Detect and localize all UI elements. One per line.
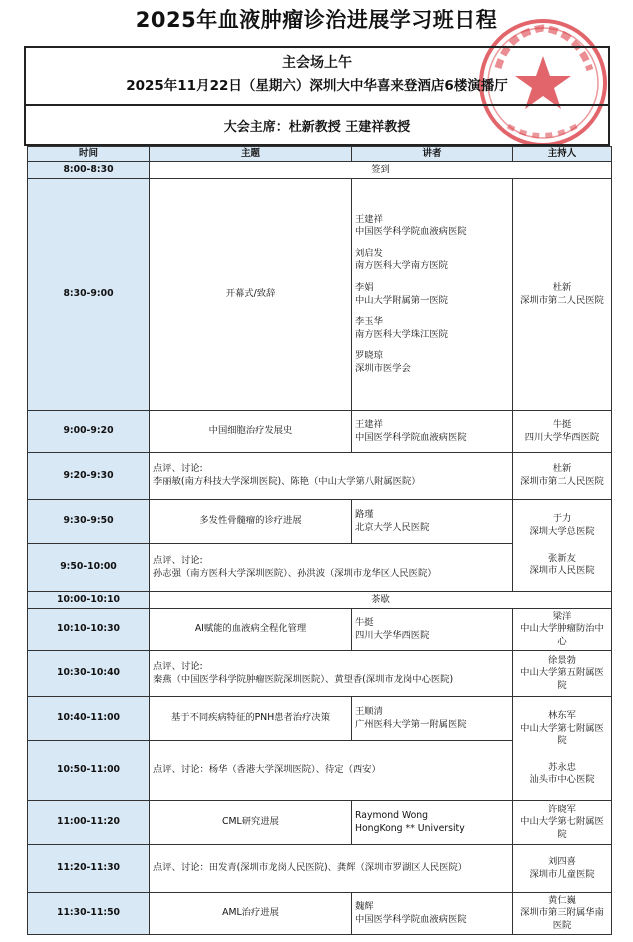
row-time: 9:30-9:50 xyxy=(28,500,150,544)
row-discussion xyxy=(150,453,513,500)
table-row xyxy=(28,411,612,453)
host-name: 杜新 xyxy=(552,463,572,475)
host-org: 深圳市第三附属华南医院 xyxy=(520,907,604,931)
speaker-org: 四川大学华西医院 xyxy=(355,629,430,641)
row-topic: AML治疗进展 xyxy=(150,893,352,935)
speaker-org: 中国医学科学院血液病医院 xyxy=(355,913,467,925)
host-name: 杜新 xyxy=(552,281,572,293)
host-org: 四川大学华西医院 xyxy=(524,431,600,443)
discussion-label: 点评、讨论: xyxy=(153,660,203,672)
row-host xyxy=(513,179,612,411)
speaker-name: 路瑾 xyxy=(355,508,374,520)
row-speaker xyxy=(352,500,513,544)
row-time: 10:00-10:10 xyxy=(28,592,150,609)
row-host xyxy=(513,845,612,893)
row-speaker xyxy=(352,801,513,845)
table-row xyxy=(28,651,612,697)
row-speaker xyxy=(352,411,513,453)
host-name: 黄仁巍 xyxy=(548,894,576,906)
speaker-name: 罗晓琼 xyxy=(355,350,383,362)
table-row xyxy=(28,453,612,500)
row-host xyxy=(513,411,612,453)
row-time: 11:20-11:30 xyxy=(28,845,150,893)
row-topic: 中国细胞治疗发展史 xyxy=(150,411,352,453)
session-header xyxy=(24,46,610,146)
row-topic: 签到 xyxy=(150,162,612,179)
row-topic: 开幕式/致辞 xyxy=(150,179,352,411)
row-host xyxy=(513,801,612,845)
row-host xyxy=(513,697,612,801)
speaker-org: 广州医科大学第一附属医院 xyxy=(355,718,467,730)
col-time: 时间 xyxy=(28,147,150,162)
host-org: 中山大学第七附属医院 xyxy=(520,722,604,747)
host-org: 深圳市儿童医院 xyxy=(529,868,595,880)
col-speaker: 讲者 xyxy=(352,147,513,162)
host-name: 刘四喜 xyxy=(548,855,576,867)
row-time: 9:50-10:00 xyxy=(28,544,150,592)
table-header xyxy=(28,147,612,162)
row-topic: 茶歇 xyxy=(150,592,612,609)
table-row xyxy=(28,697,612,741)
host-org: 中山大学第五附属医院 xyxy=(520,667,604,691)
table-row xyxy=(28,845,612,893)
row-topic: 多发性骨髓瘤的诊疗进展 xyxy=(150,500,352,544)
host-org: 中山大学肿瘤防治中心 xyxy=(520,623,604,647)
discussion-names: 李丽敏(南方科技大学深圳医院)、陈艳（中山大学第八附属医院） xyxy=(153,476,421,487)
divider xyxy=(26,104,608,106)
speaker-org: 中国医学科学院血液病医院 xyxy=(355,431,467,443)
speaker-org: 北京大学人民医院 xyxy=(355,521,430,533)
host-org: 深圳市人民医院 xyxy=(529,565,595,577)
discussion-label: 点评、讨论: xyxy=(153,554,203,566)
row-time: 10:30-10:40 xyxy=(28,651,150,697)
col-topic: 主题 xyxy=(150,147,352,162)
host-org: 汕头市中心医院 xyxy=(529,774,595,786)
row-speaker xyxy=(352,893,513,935)
table-row xyxy=(28,609,612,651)
col-host: 主持人 xyxy=(513,147,612,162)
speaker-name: 王建祥 xyxy=(355,418,383,430)
row-discussion: 点评、讨论：田发青(深圳市龙岗人民医院)、龚辉（深圳市罗湖区人民医院） xyxy=(150,845,513,893)
table-row xyxy=(28,893,612,935)
page-title: 2025年血液肿瘤诊治进展学习班日程 xyxy=(135,8,498,32)
discussion-label: 点评、讨论: xyxy=(153,463,203,475)
host-name: 苏永忠 xyxy=(548,761,576,773)
host-org: 深圳市第二人民医院 xyxy=(520,476,604,487)
row-time: 9:20-9:30 xyxy=(28,453,150,500)
session-name: 主会场上午 xyxy=(282,55,352,71)
chair-line: 大会主席：杜新教授 王建祥教授 xyxy=(223,120,411,135)
row-time: 9:00-9:20 xyxy=(28,411,150,453)
table-row xyxy=(28,801,612,845)
speaker-org: 深圳市医学会 xyxy=(355,362,411,374)
host-name: 徐景勃 xyxy=(548,654,576,666)
row-host xyxy=(513,609,612,651)
row-discussion: 点评、讨论：杨华（香港大学深圳医院）、待定（西安） xyxy=(150,741,513,801)
speaker-org: 中山大学附属第一医院 xyxy=(355,294,448,306)
row-host xyxy=(513,893,612,935)
host-name: 梁洋 xyxy=(552,610,572,622)
row-time: 11:00-11:20 xyxy=(28,801,150,845)
host-name: 许晓军 xyxy=(548,803,576,815)
discussion-names: 孙志强（南方医科大学深圳医院）、孙洪波（深圳市龙华区人民医院） xyxy=(153,567,437,579)
row-speaker xyxy=(352,697,513,741)
speaker-org: HongKong ** University xyxy=(355,822,465,834)
speaker-name: 王顺清 xyxy=(355,705,383,717)
row-discussion xyxy=(150,544,513,592)
speaker-name: Raymond Wong xyxy=(355,809,429,821)
speaker-org: 中国医学科学院血液病医院 xyxy=(355,226,467,238)
row-time: 8:30-9:00 xyxy=(28,179,150,411)
speaker-name: 魏辉 xyxy=(355,900,374,912)
row-host xyxy=(513,651,612,697)
speaker-name: 李玉华 xyxy=(355,316,383,328)
speaker-name: 牛挺 xyxy=(355,616,374,628)
host-name: 牛挺 xyxy=(552,418,572,430)
speaker-org: 南方医科大学珠江医院 xyxy=(355,328,448,340)
table-row xyxy=(28,592,612,609)
row-topic: AI赋能的血液病全程化管理 xyxy=(150,609,352,651)
schedule-table xyxy=(27,146,612,935)
row-speaker xyxy=(352,609,513,651)
row-discussion xyxy=(150,651,513,697)
host-name: 林东军 xyxy=(548,710,576,722)
row-time: 10:10-10:30 xyxy=(28,609,150,651)
discussion-names: 秦燕（中国医学科学院肿瘤医院深圳医院）、黄望香(深圳市龙岗中心医院) xyxy=(153,673,454,685)
host-org: 中山大学第七附属医院 xyxy=(520,816,604,840)
table-row xyxy=(28,162,612,179)
host-name: 于力 xyxy=(552,513,572,525)
speaker-name: 王建祥 xyxy=(355,213,383,225)
host-name: 张新友 xyxy=(548,552,576,564)
speaker-name: 李娟 xyxy=(355,281,374,293)
row-topic: CML研究进展 xyxy=(150,801,352,845)
table-row xyxy=(28,500,612,544)
host-org: 深圳市第二人民医院 xyxy=(520,294,604,306)
row-host xyxy=(513,453,612,500)
row-host xyxy=(513,500,612,592)
speaker-org: 南方医科大学南方医院 xyxy=(355,260,448,272)
session-datetime-venue: 2025年11月22日（星期六）深圳大中华喜来登酒店6楼演播厅 xyxy=(126,78,508,94)
host-org: 深圳大学总医院 xyxy=(529,525,595,537)
row-time: 10:40-11:00 xyxy=(28,697,150,741)
row-time: 10:50-11:00 xyxy=(28,741,150,801)
row-topic: 基于不同疾病特征的PNH患者治疗决策 xyxy=(150,697,352,741)
speaker-name: 刘启发 xyxy=(355,247,383,259)
row-speakers xyxy=(352,179,513,411)
table-row xyxy=(28,179,612,411)
row-time: 11:30-11:50 xyxy=(28,893,150,935)
row-time: 8:00-8:30 xyxy=(28,162,150,179)
